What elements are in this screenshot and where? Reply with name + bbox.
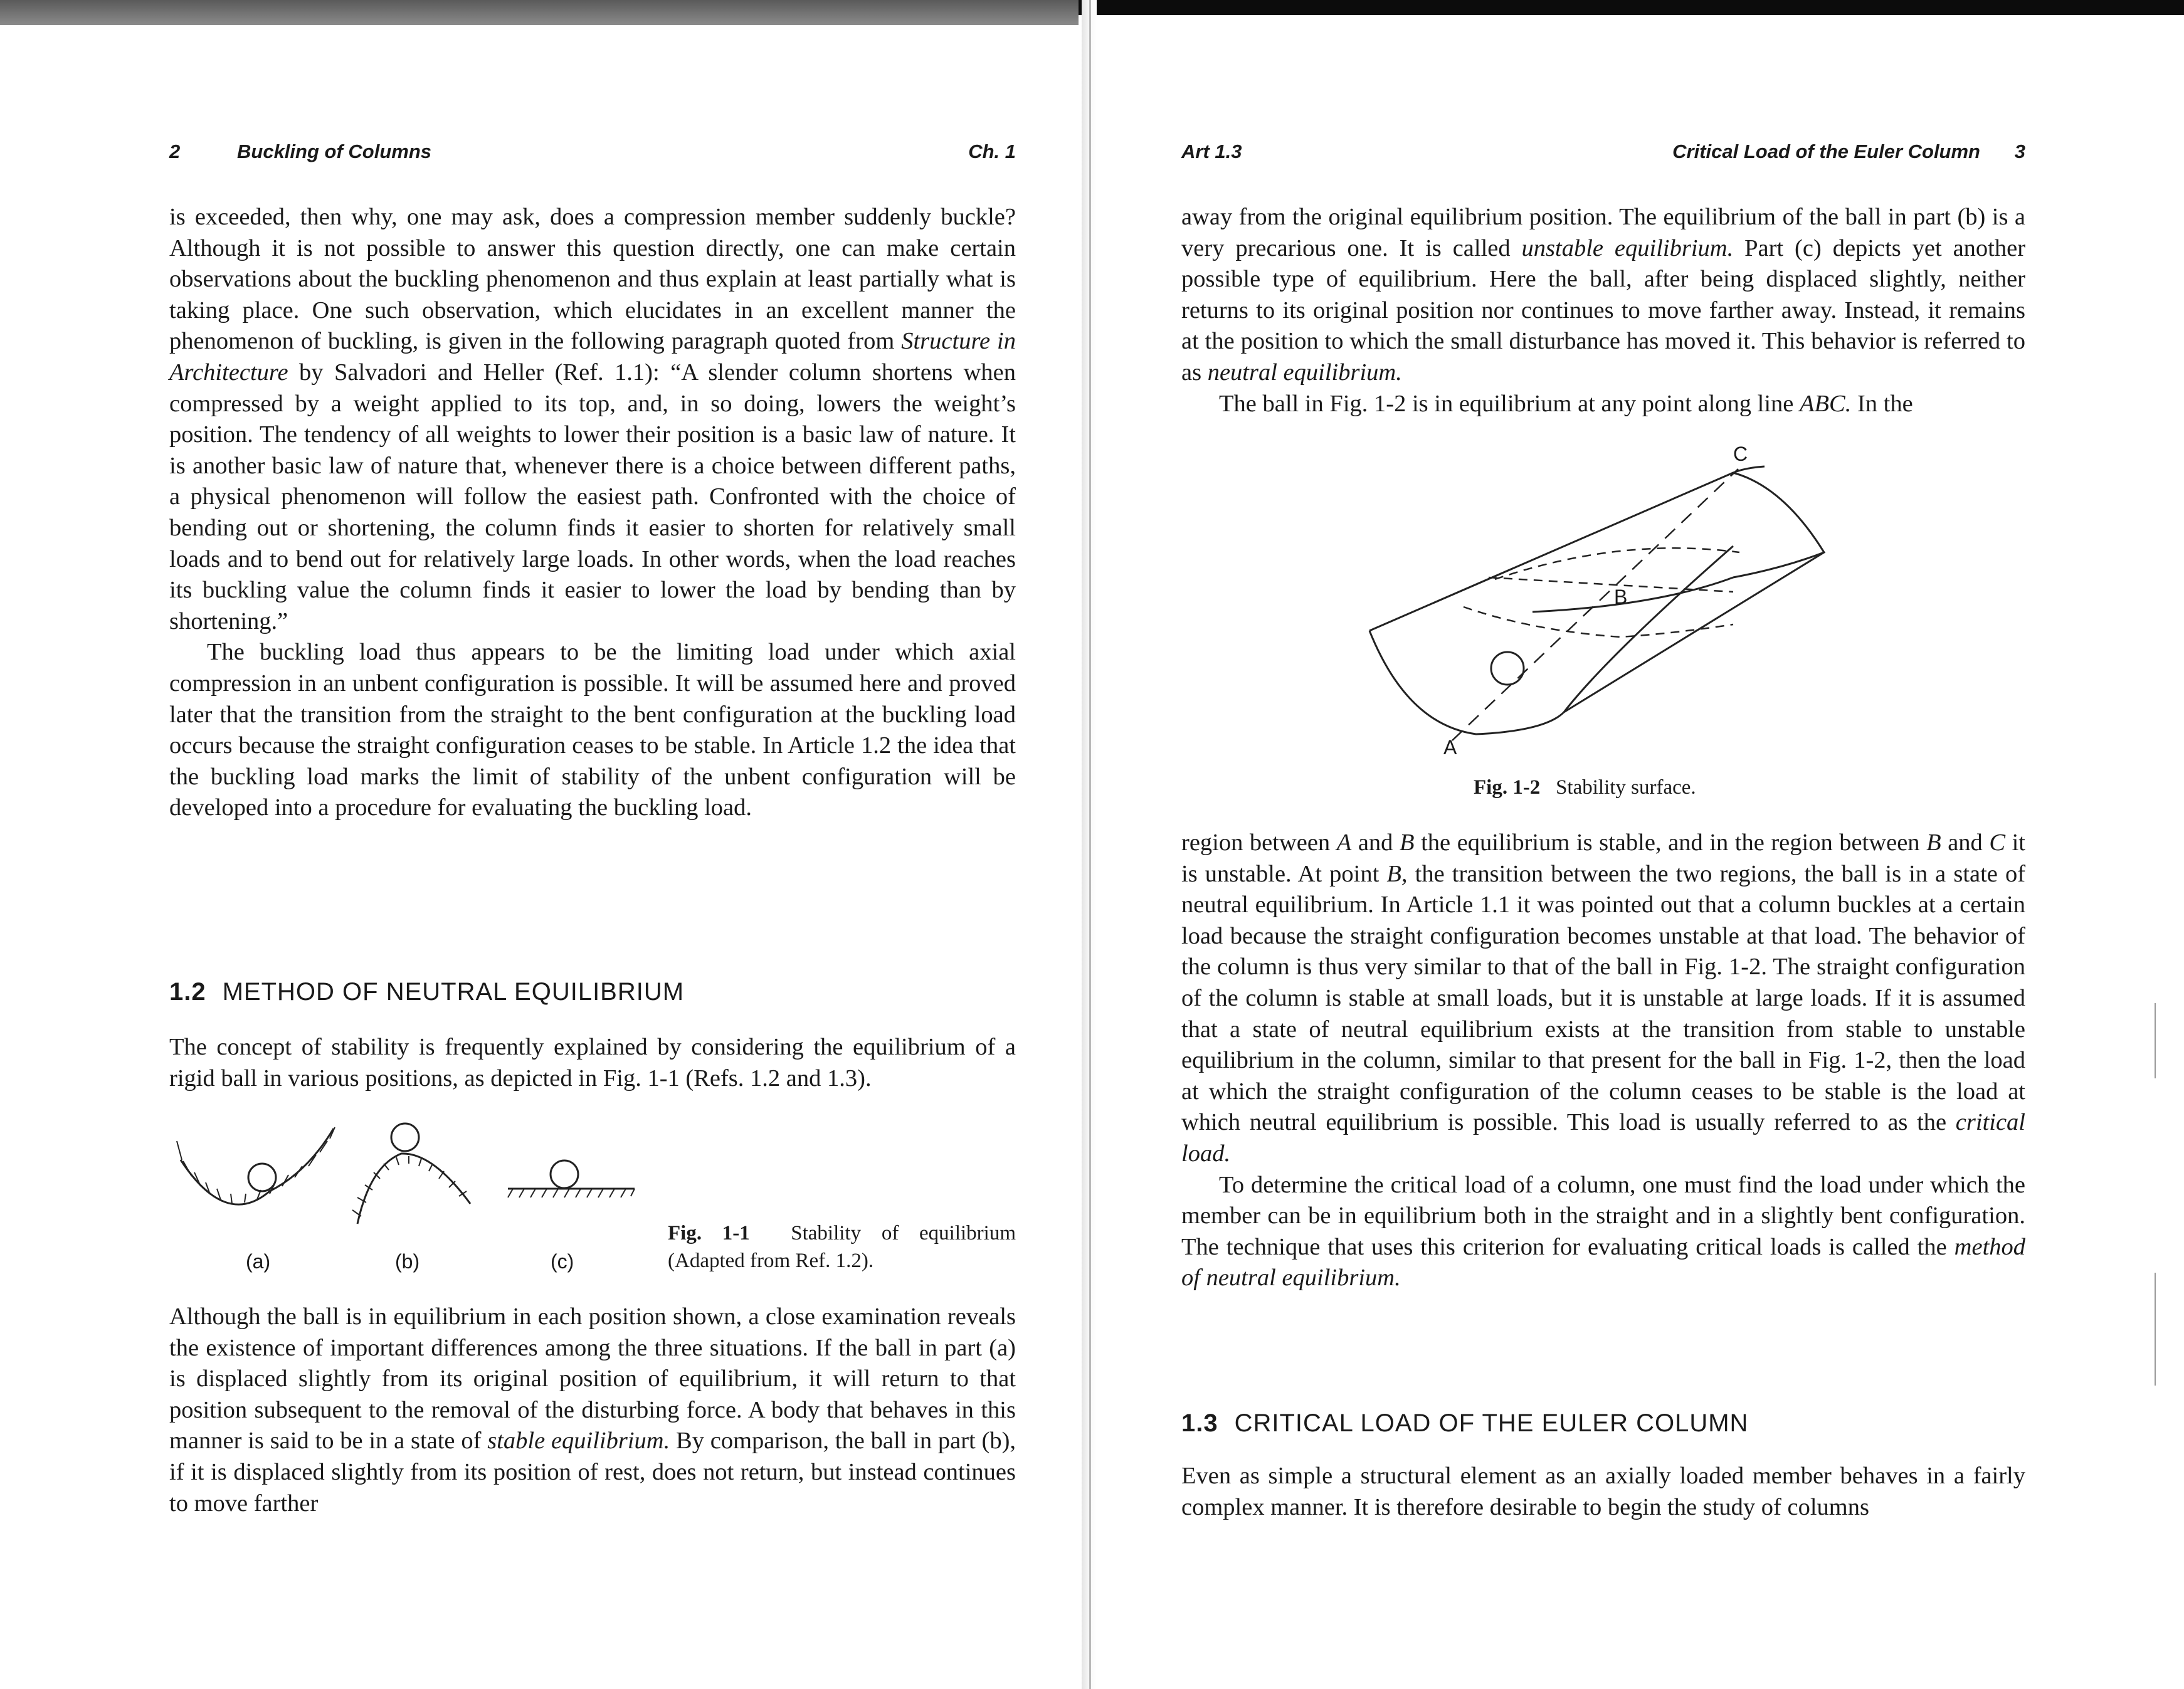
stability-diagram [169,1116,646,1241]
left-paragraph-3: The concept of stability is frequently explained by considering the equilibrium of a rigid ball in various positions, as depicted in Fig. 1-1 (Refs. 1.2 and 1.3). [169,1034,1016,1092]
edge-mark [2155,1273,2156,1386]
ball-a [248,1164,276,1191]
right-paragraph-1: away from the original equilibrium position. The equilibrium of the ball in part (b) is a very precarious one. It is called unstable equilibrium. Part (c) depicts yet another possible type of equilibrium. Here the ball, after being displaced slightly, neither returns to its original position nor continues to move farther away. Instead, it remains at the position to which the small disturbance has moved it. This behavior is referred to as neutral equilibrium. [1181,204,2026,386]
part-label-c: (c) [551,1250,574,1273]
part-label-a: (a) [246,1250,271,1273]
stability-surface-diagram [1181,443,2025,769]
right-running-head [1181,140,2025,172]
hill-surface [357,1154,470,1224]
part-label-b: (b) [395,1250,420,1273]
point-label-a: A [1443,736,1457,759]
valley-surface [181,1129,334,1204]
ball [1491,652,1524,685]
section-number: 1.2 [169,978,206,1006]
figure-1-1 [169,1116,1016,1279]
section-title: METHOD OF NEUTRAL EQUILIBRIUM [222,978,685,1006]
left-body-top [169,202,1016,824]
figure-1-1-caption-text: Stability of equilibrium (Adapted from Ref. 1.2). [668,1222,1016,1272]
right-paragraph-2: The ball in Fig. 1-2 is in equilibrium at any point along line ABC. In the [1219,390,1913,417]
ball-b [391,1123,419,1151]
figure-1-2-label: Fig. 1-2 [1474,776,1541,799]
ball-c [551,1160,578,1188]
book-title: Structure in Architecture [169,328,1016,386]
left-body-middle [169,1032,1016,1094]
left-paragraph-2: The buckling load thus appears to be the limiting load under which axial compression in an unbent configuration is possible. It will be assumed here and proved later that the transition from the straight to the bent configuration at the buckling load occurs because the straight configuration ceases to be stable. In Article 1.2 the idea that the buckling load marks the limit of stability of the unbent configuration will be developed into a procedure for evaluating the buckling load. [169,639,1016,821]
right-running-title: Critical Load of the Euler Column [1672,140,1980,162]
left-page-number: 2 [169,140,181,162]
figure-1-2-caption-text: Stability surface. [1556,776,1696,799]
right-body-top [1181,202,2025,419]
right-paragraph-4: To determine the critical load of a column, one must find the load under which the member can be in equilibrium both in the straight and in a slightly bent configuration. The technique that uses this criterion for evaluating critical loads is called the method of neutral equilibrium. [1181,1171,2026,1292]
surface-right-edge [1564,552,1824,712]
left-page [169,0,1016,1689]
surface-inner-edge [1532,577,1733,612]
section-heading-1-2 [169,978,1016,1006]
figure-1-2-caption [1474,774,1912,801]
figure-1-1-label: Fig. 1-1 [668,1222,750,1244]
left-paragraph-4: Although the ball is in equilibrium in each position shown, a close examination reveals the existence of important differences among the three situations. If the ball in part (a) is displaced slightly from its original position of equilibrium, it will return to that position subsequent to the removal of the disturbing force. A body that behaves in this manner is said to be in a state of stable equilibrium. By comparison, the ball in part (b), if it is displaced slightly from its position of rest, does not return, but instead continues to move farther [169,1303,1016,1517]
left-chapter-label: Ch. 1 [968,140,1016,162]
dashed-path-abc [1452,469,1738,740]
right-page [1181,0,2025,1689]
flat-hatching [508,1189,635,1197]
right-paragraph-3: region between A and B the equilibrium is stable, and in the region between B and C it is unstable. At point B, the transition between the two regions, the ball is in a state of neutral equilibrium. In Article 1.1 it was pointed out that a column buckles at a certain load because the straight configuration becomes unstable at that load. The behavior of the column is thus very similar to that of the ball in Fig. 1-2. The straight configuration of the column is stable at small loads, but it is unstable at large loads. If it is assumed that a state of neutral equilibrium exists at the transition from stable to unstable equilibrium in the column, similar to that present for the ball in Fig. 1-2, then the load at which the straight configuration of the column ceases to be stable is the load at which neutral equilibrium is possible. This load is usually referred to as the critical load. [1181,829,2026,1167]
point-label-c: C [1733,443,1748,465]
section-number: 1.3 [1181,1409,1218,1437]
right-page-number: 3 [2014,140,2025,162]
figure-1-1-caption [668,1219,1016,1275]
dashed-ridge-line [1464,548,1739,637]
figure-1-2 [1181,443,2025,806]
left-body-bottom [169,1302,1016,1519]
right-body-middle [1181,828,2025,1294]
article-label: Art 1.3 [1181,140,1242,162]
right-paragraph-5: Even as simple a structural element as an axially loaded member behaves in a fairly complex manner. It is therefore desirable to begin the study of columns [1181,1463,2025,1520]
section-title: CRITICAL LOAD OF THE EULER COLUMN [1234,1409,1749,1437]
point-label-b: B [1614,586,1628,608]
surface-near-edge [1369,631,1564,734]
book-gutter-line [1089,0,1091,1689]
left-running-title: Buckling of Columns [237,140,431,162]
right-body-bottom [1181,1461,2025,1523]
edge-mark [2155,1003,2156,1078]
left-running-head [169,140,1016,172]
surface-front-curve [1564,546,1733,712]
section-heading-1-3 [1181,1409,2025,1438]
left-paragraph-1: is exceeded, then why, one may ask, does a compression member suddenly buckle? Although it is not possible to answer this question directly, one can make certain observations about the buckling phenomenon and thus explain at least partially what is taking place. One such observation, which elucidates in an excellent manner the phenomenon of buckling, is given in the following paragraph quoted from Structure in Architecture by Salvadori and Heller (Ref. 1.1): “A slender column shortens when compressed by a weight applied to its top, and, in so doing, lowers the weight’s position. The tendency of all weights to lower their position is a basic law of nature. It is another basic law of nature that, whenever there is a choice between different paths, a physical phenomenon will follow the easiest path. Confronted with the choice of bending out or shortening, the column finds it easier to shorten for relatively small loads and to bend out for relatively large loads. In other words, when the load reaches its buckling value the column finds it easier to lower the load by bending than by shortening.” [169,204,1016,634]
